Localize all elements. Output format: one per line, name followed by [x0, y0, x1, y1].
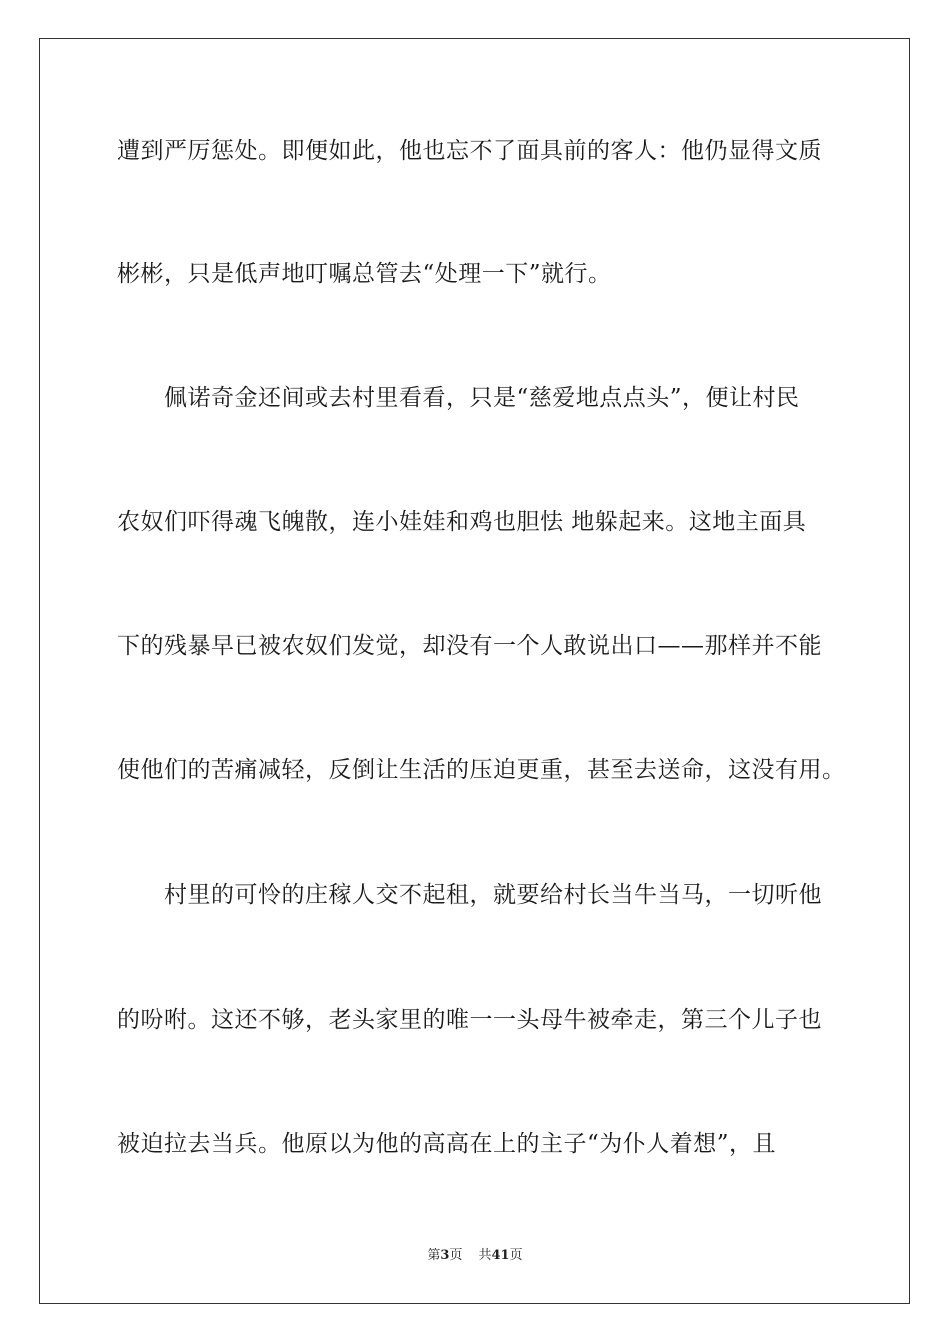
text-line-5: 下的残暴早已被农奴们发觉，却没有一个人敢说出口——那样并不能 [117, 633, 822, 659]
total-suffix: 页 [509, 1248, 523, 1263]
page-prefix: 第 [427, 1248, 441, 1263]
total-pages: 41 [491, 1248, 510, 1263]
page-suffix: 页 [449, 1248, 463, 1263]
total-prefix: 共 [478, 1248, 492, 1263]
paragraph-start-line-7: 村里的可怜的庄稼人交不起租，就要给村长当牛当马，一切听他 [164, 882, 822, 908]
text-line-4: 农奴们吓得魂飞魄散，连小娃娃和鸡也胆怯 地躲起来。这地主面具 [117, 509, 807, 535]
text-line-9: 被迫拉去当兵。他原以为他的高高在上的主子“为仆人着想”，且 [117, 1131, 777, 1157]
text-line-6: 使他们的苦痛减轻，反倒让生活的压迫更重，甚至去送命，这没有用。 [117, 757, 846, 783]
paragraph-start-line-3: 佩诺奇金还间或去村里看看，只是“慈爱地点点头”，便让村民 [164, 385, 800, 411]
text-line-2: 彬彬，只是低声地叮嘱总管去“处理一下”就行。 [117, 261, 612, 287]
page-border [39, 38, 910, 1304]
page-number: 3 [440, 1248, 450, 1263]
text-line-8: 的吩咐。这还不够，老头家里的唯一一头母牛被牵走，第三个儿子也 [117, 1007, 822, 1033]
page-footer [0, 1247, 950, 1265]
text-line-1: 遭到严厉惩处。即便如此，他也忘不了面具前的客人：他仍显得文质 [117, 138, 822, 164]
